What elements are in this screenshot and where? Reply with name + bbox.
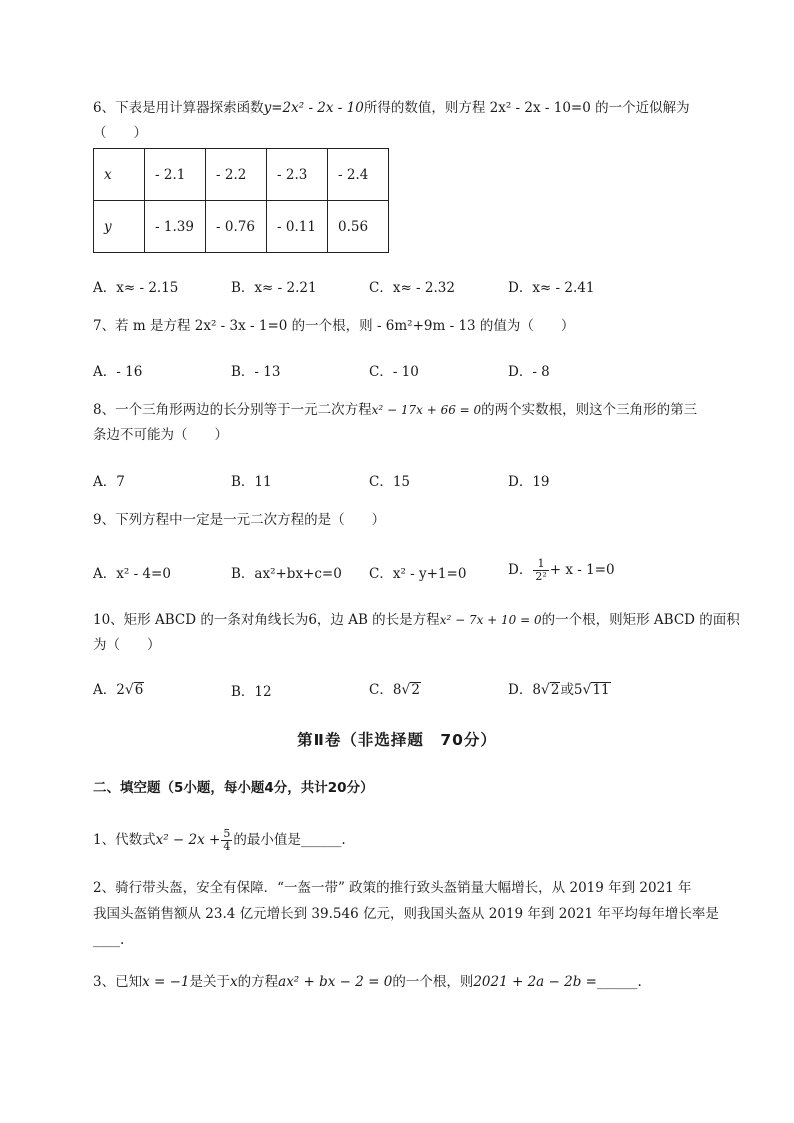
q7-option-a: A．- 16: [93, 364, 143, 380]
q10-line2: 为（ ）: [93, 637, 161, 653]
q10-line1: 10、矩形 ABCD 的一条对角线长为6，边 AB 的长是方程x² − 7x + 10 = 0的一个根，则矩形 ABCD 的面积: [93, 612, 740, 628]
q8-line1: 8、一个三角形两边的长分别等于一元二次方程x² − 17x + 66 = 0的两个实数根，则这个三角形的第三: [93, 402, 698, 418]
q9-option-c: C．x² - y+1=0: [369, 566, 467, 582]
table-row: [94, 201, 389, 253]
q6-function: y=2x² - 2x - 10: [263, 100, 364, 116]
table-cell: 0.56: [328, 201, 389, 253]
q10-option-c: C．8√2: [369, 682, 420, 698]
table-cell: - 2.4: [328, 149, 389, 201]
q7-option-c: C．- 10: [369, 364, 419, 380]
q8-equation: x² − 17x + 66 = 0: [371, 403, 482, 417]
table-cell: - 0.11: [267, 201, 328, 253]
table-cell: - 0.76: [206, 201, 267, 253]
table-header-x: x: [94, 149, 145, 201]
table-cell: - 2.2: [206, 149, 267, 201]
q9-option-d: D． $\frac{1}{\text{2²}}$ + x - 1=0: [508, 557, 615, 583]
q10-option-b: B．12: [231, 684, 272, 700]
fill-q3: 3、已知x = −1是关于x的方程ax² + bx − 2 = 0的一个根，则2021 + 2a − 2b =______.: [93, 974, 642, 990]
section-heading: 二、填空题（5小题，每小题4分，共计20分）: [93, 780, 374, 796]
q6-line1: 6、下表是用计算器探索函数y=2x² - 2x - 10所得的数值，则方程 2x² - 2x - 10=0 的一个近似解为: [93, 100, 690, 116]
table-cell: - 2.1: [145, 149, 206, 201]
part2-title: 第Ⅱ卷（非选择题 70分）: [297, 731, 497, 749]
fill-q2-line2: 我国头盔销售额从 23.4 亿元增长到 39.546 亿元，则我国头盔从 2019 年到 2021 年平均每年增长率是: [93, 906, 719, 922]
q6-option-a: A．x≈ - 2.15: [93, 280, 179, 296]
q8-option-c: C．15: [369, 474, 411, 490]
q8-line2: 条边不可能为（ ）: [93, 427, 228, 443]
q7-option-d: D．- 8: [508, 364, 550, 380]
q9-option-a: A．x² - 4=0: [93, 566, 171, 582]
q6-option-d: D．x≈ - 2.41: [508, 280, 595, 296]
q9-option-b: B．ax²+bx+c=0: [231, 566, 342, 582]
q10-option-a: A．2√6: [93, 682, 144, 698]
q6-line2: （ ）: [93, 125, 147, 141]
fill-q2-line3: ____.: [93, 932, 125, 948]
q8-option-a: A．7: [93, 474, 125, 490]
q10-option-d: D．8√2或5√11: [508, 682, 610, 698]
table-row: [94, 149, 389, 201]
q6-option-c: C．x≈ - 2.32: [369, 280, 455, 296]
fill-q1-expression: x² − 2x +: [155, 832, 221, 848]
fill-q1: 1、代数式x² − 2x + $\frac{5}{4}$ 的最小值是______.: [93, 827, 346, 853]
q8-option-d: D．19: [508, 474, 550, 490]
q7-option-b: B．- 13: [231, 364, 281, 380]
q9-option-d-fraction: $\frac{1}{\text{2²}}$: [535, 557, 547, 583]
q7-text: 7、若 m 是方程 2x² - 3x - 1=0 的一个根，则 - 6m²+9m - 13 的值为（ ）: [93, 318, 575, 334]
q10-equation: x² − 7x + 10 = 0: [439, 613, 542, 627]
table-cell: - 2.3: [267, 149, 328, 201]
q8-option-b: B．11: [231, 474, 272, 490]
q6-value-table: [93, 148, 389, 253]
table-cell: - 1.39: [145, 201, 206, 253]
q6-option-b: B．x≈ - 2.21: [231, 280, 317, 296]
table-header-y: y: [94, 201, 145, 253]
fill-q2-line1: 2、骑行带头盔，安全有保障．“一盔一带” 政策的推行致头盔销量大幅增长，从 2019 年到 2021 年: [93, 880, 692, 896]
fill-q1-fraction: $\frac{5}{4}$: [223, 827, 231, 853]
q9-text: 9、下列方程中一定是一元二次方程的是（ ）: [93, 512, 386, 528]
